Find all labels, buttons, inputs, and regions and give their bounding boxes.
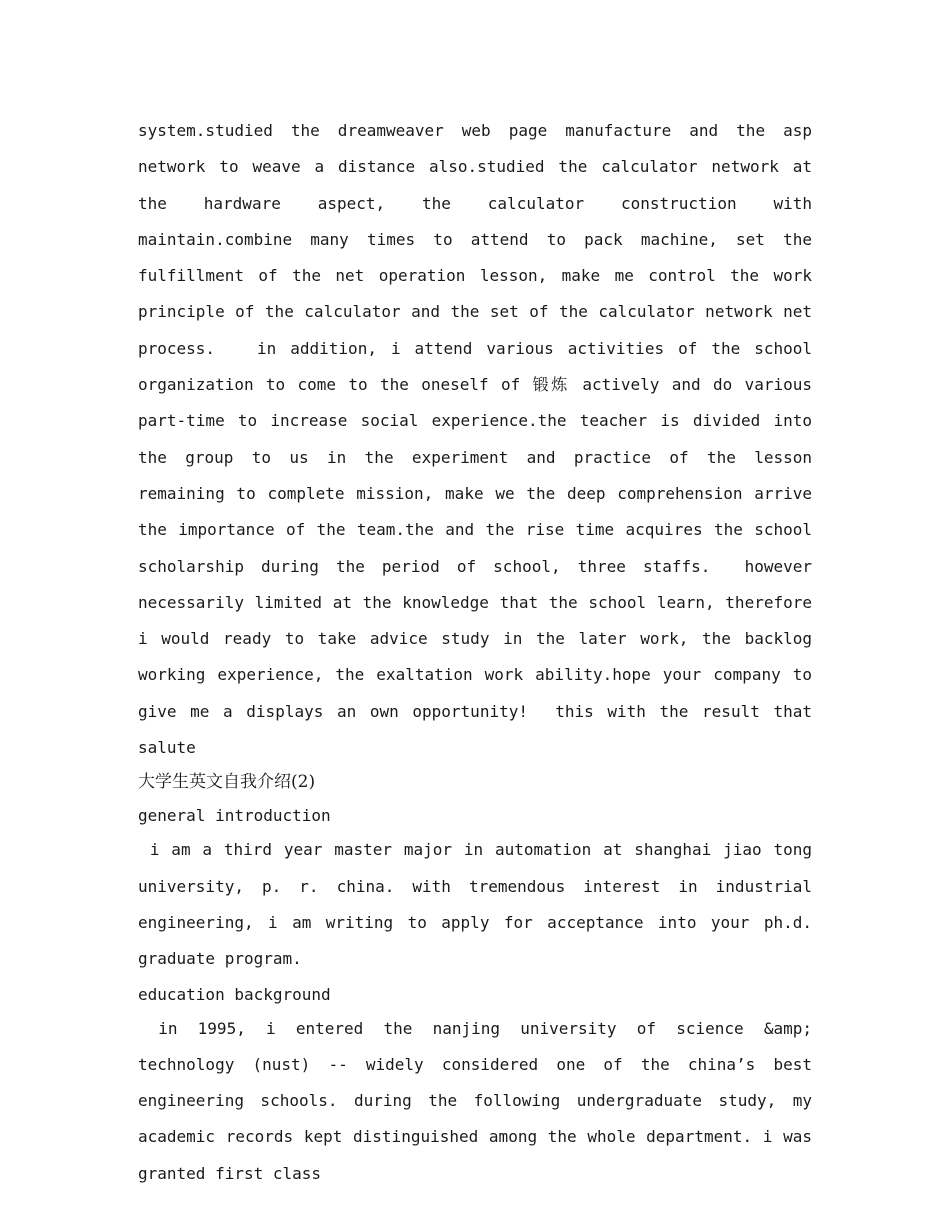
body-paragraph: in 1995, i entered the nanjing university of science &amp; technology (nust) -- widely considered one of the china’s best engineering schools. during the following undergraduate study, my academic records kept distinguished among the whole department. i was granted first class — [138, 1018, 822, 1183]
section-title: 大学生英文自我介绍(2) — [138, 772, 316, 793]
subheading-education-background: education background — [138, 984, 331, 1004]
body-paragraph: i am a third year master major in automation at shanghai jiao tong university, p. r. china. with tremendous interest in industrial engineering, i am writing to apply for acceptance into your ph.d. graduate program. — [138, 840, 822, 969]
body-paragraph: system.studied the dreamweaver web page manufacture and the asp network to weave a distance also.studied the calculator network at the hardware aspect, the calculator construction with maintain.combine many times to attend to pack machine, set the fulfillment of the net operation lesson, make me control the work principle of the calculator and the set of the calculator network net process. in addition, i attend various activities of the school organization to come to the oneself of 锻炼 actively and do various part-time to increase social experience.the teacher is divided into the group to us in the experiment and practice of the lesson remaining to complete mission, make we the deep comprehension arrive the importance of the team.the and the rise time acquires the school scholarship during the period of school, three staffs. however necessarily limited at the knowledge that the school learn, therefore i would ready to take advice study in the later work, the backlog working experience, the exaltation work ability.hope your company to give me a displays an own opportunity! this with the result that salute — [138, 121, 832, 758]
document-page — [138, 113, 832, 1192]
subheading-general-introduction: general introduction — [138, 806, 331, 826]
